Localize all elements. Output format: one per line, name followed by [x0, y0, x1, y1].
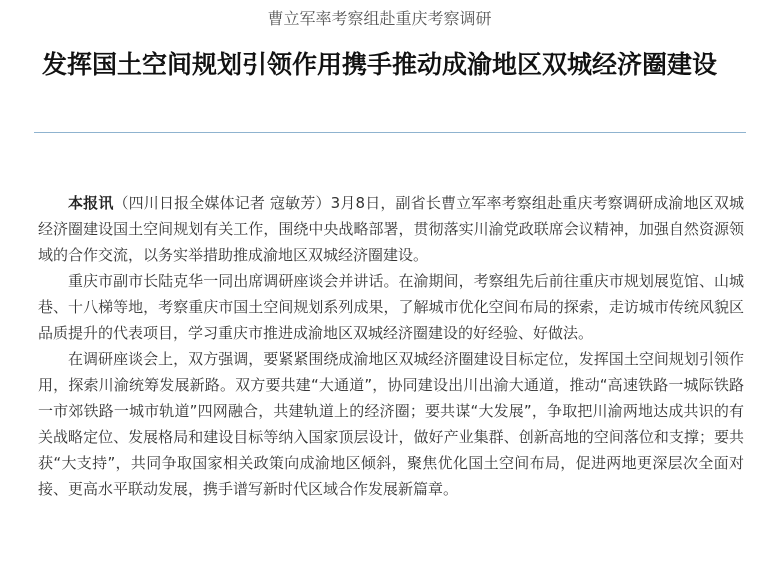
article-body	[38, 190, 744, 502]
article-paragraph-1	[38, 190, 744, 268]
article-headline: 发挥国土空间规划引领作用携手推动成渝地区双城经济圈建设	[41, 50, 717, 79]
article-paragraph-3: 在调研座谈会上，双方强调，要紧紧围绕成渝地区双城经济圈建设目标定位，发挥国土空间规划引领作用，探索川渝统筹发展新路。双方要共建“大通道”，协同建设出川出渝大通道，推动“高速铁路一城际铁路一市郊铁路一城市轨道”四网融合，共建轨道上的经济圈；要共谋“大发展”，争取把川渝两地达成共识的有关战略定位、发展格局和建设目标等纳入国家顶层设计，做好产业集群、创新高地的空间落位和支撑；要共获“大支持”，共同争取国家相关政策向成渝地区倾斜，聚焦优化国土空间布局，促进两地更深层次全面对接、更高水平联动发展，携手谱写新时代区域合作发展新篇章。	[38, 350, 744, 498]
title-divider	[34, 132, 746, 133]
article-subtitle: 曹立军率考察组赴重庆考察调研	[267, 9, 492, 28]
lead-label: 本报讯	[68, 194, 114, 212]
paragraph-text: （四川日报全媒体记者 寇敏芳）3月8日，副省长曹立军率考察组赴重庆考察调研成渝地区双城经济圈建设国土空间规划有关工作，围绕中央战略部署，贯彻落实川渝党政联席会议精神，加强自然资源领域的合作交流，以务实举措助推成渝地区双城经济圈建设。	[38, 194, 744, 264]
article-paragraph-2: 重庆市副市长陆克华一同出席调研座谈会并讲话。在渝期间，考察组先后前往重庆市规划展览馆、山城巷、十八梯等地，考察重庆市国土空间规划系列成果，了解城市优化空间布局的探索，走访城市传统风貌区品质提升的代表项目，学习重庆市推进成渝地区双城经济圈建设的好经验、好做法。	[38, 272, 744, 342]
